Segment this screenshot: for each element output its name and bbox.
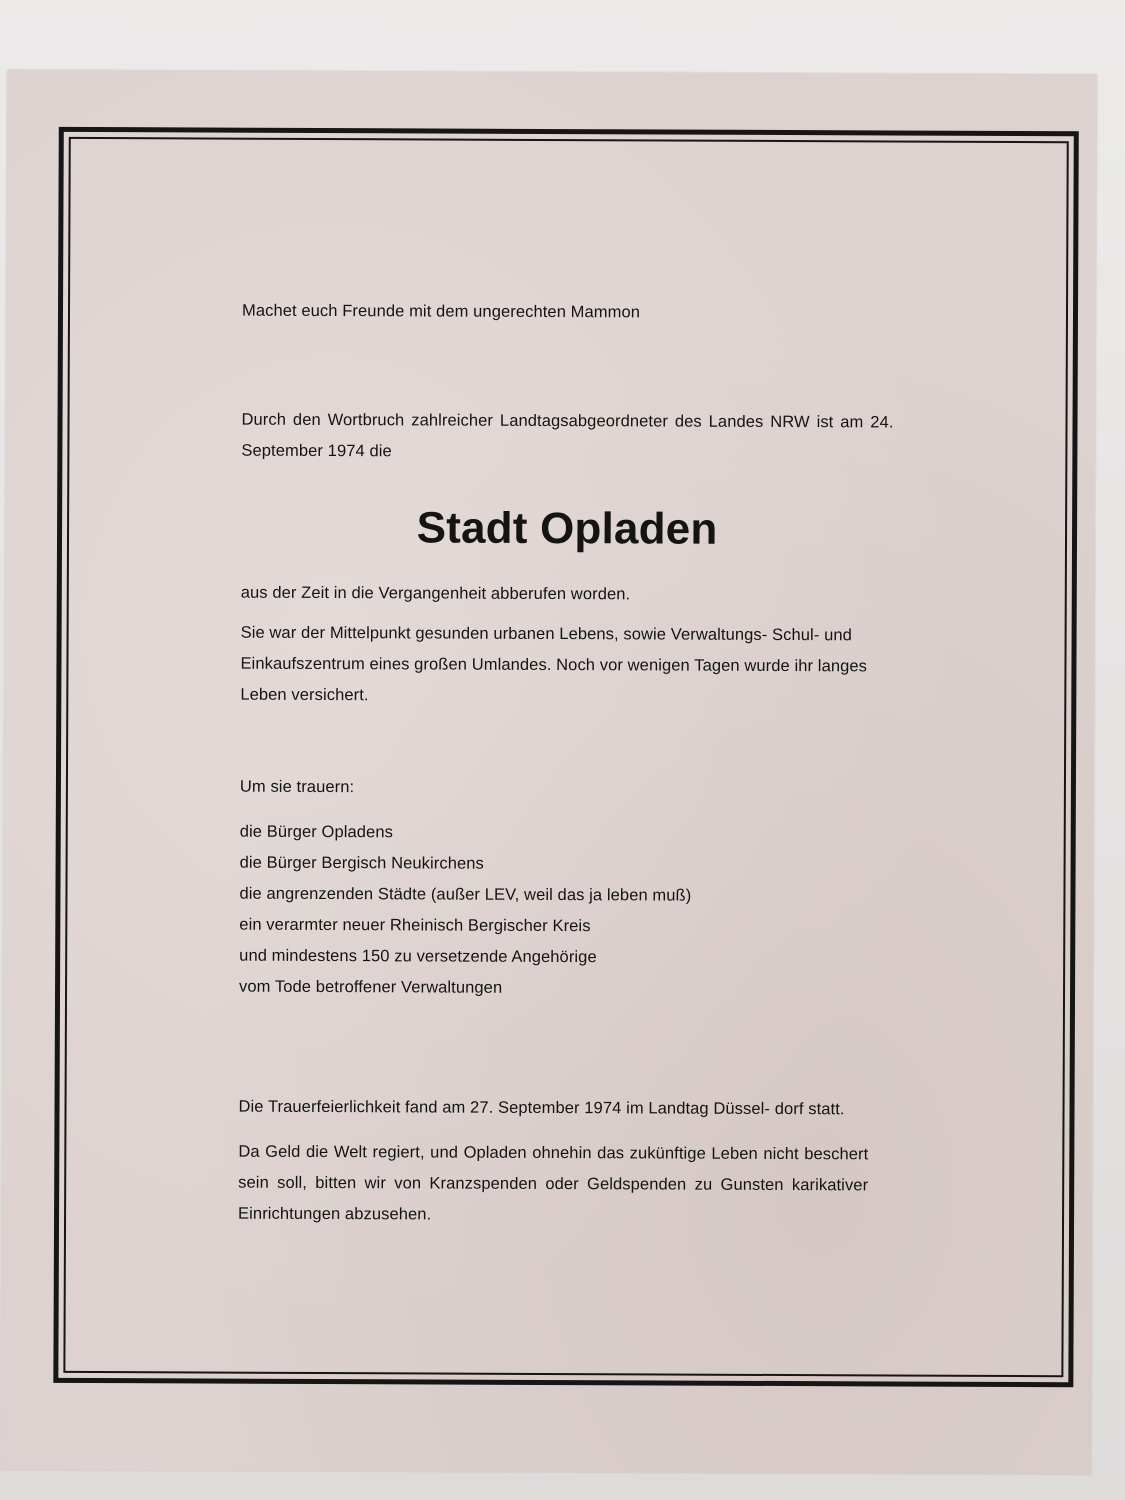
mourners-heading: Um sie trauern: [239, 777, 355, 797]
mourners-list [239, 817, 892, 1006]
list-item: die angrenzenden Städte (außer LEV, weil das ja leben muß) [239, 884, 692, 905]
list-item: vom Tode betroffener Verwaltungen [239, 977, 503, 997]
city-name: Stadt Opladen [416, 503, 718, 554]
list-item: ein verarmter neuer Rheinisch Bergischer Kreis [239, 915, 591, 936]
obituary-notice [1, 70, 1097, 1475]
list-item: die Bürger Bergisch Neukirchens [239, 853, 484, 873]
list-item: und mindestens 150 zu versetzende Angehörige [239, 946, 597, 967]
motto: Machet euch Freunde mit dem ungerechten Mammon [241, 301, 641, 322]
list-item: die Bürger Opladens [239, 822, 394, 842]
notice-content [238, 296, 894, 1233]
recalled-text: aus der Zeit in die Vergangenheit abberufen worden. [240, 583, 631, 604]
description-text: Sie war der Mittelpunkt gesunden urbanen Lebens, sowie Verwaltungs- Schul- und Einkaufszentrum eines großen Umlandes. Noch vor wenigen Tagen wurde ihr langes Leben versichert. [240, 623, 868, 705]
donation-text: Da Geld die Welt regiert, und Opladen ohnehin das zukünftige Leben nicht beschert sein soll, bitten wir von Kranzspenden oder Geldspenden zu Gunsten karikativer Einrichtungen abzusehen. [238, 1142, 869, 1224]
ceremony-text: Die Trauerfeierlichkeit fand am 27. September 1974 im Landtag Düssel- dorf statt. [238, 1097, 845, 1119]
intro-text: Durch den Wortbruch zahlreicher Landtagsabgeordneter des Landes NRW ist am 24. September 1974 die [241, 410, 894, 461]
